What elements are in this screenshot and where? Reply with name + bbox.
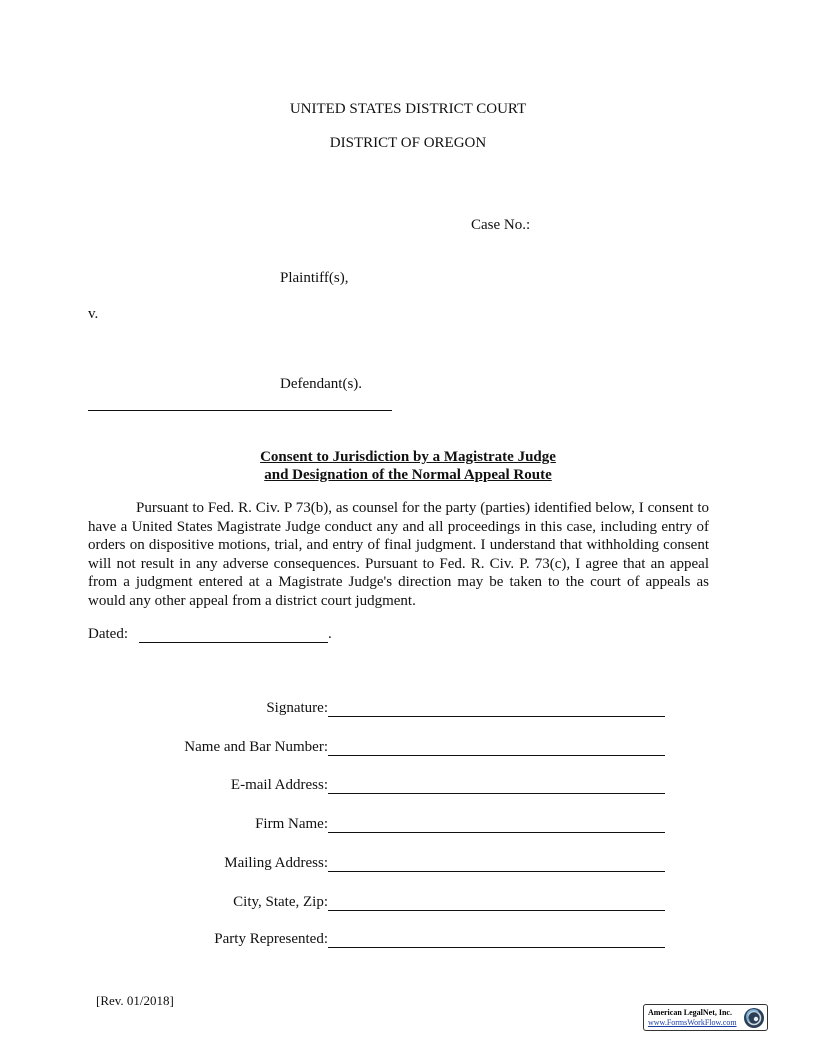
mailing-address-field[interactable] [328, 871, 665, 872]
name-bar-number-label: Name and Bar Number: [184, 739, 328, 755]
defendant-label: Defendant(s). [280, 376, 363, 392]
firm-name-label: Firm Name: [255, 816, 328, 832]
email-address-field[interactable] [328, 793, 665, 794]
globe-logo-icon [743, 1007, 765, 1029]
consent-paragraph [88, 499, 709, 610]
case-number-label: Case No.: [471, 217, 531, 233]
email-address-label: E-mail Address: [230, 777, 328, 793]
revision-label: [Rev. 01/2018] [96, 993, 174, 1008]
form-title-line1: Consent to Jurisdiction by a Magistrate Judge [260, 449, 556, 465]
form-title-line2: and Designation of the Normal Appeal Route [264, 467, 552, 483]
plaintiff-label: Plaintiff(s), [280, 270, 349, 286]
publisher-badge[interactable] [643, 1004, 768, 1031]
signature-field[interactable] [328, 716, 665, 717]
district-name: DISTRICT OF OREGON [329, 135, 487, 151]
versus-label: v. [88, 306, 99, 322]
signature-label: Signature: [266, 700, 328, 716]
city-state-zip-label: City, State, Zip: [233, 894, 328, 910]
dated-period: . [328, 626, 332, 642]
party-represented-label: Party Represented: [214, 931, 328, 947]
name-bar-number-field[interactable] [328, 755, 665, 756]
publisher-link[interactable]: www.FormsWorkFlow.com [648, 1018, 737, 1027]
publisher-name: American LegalNet, Inc. [648, 1008, 732, 1017]
city-state-zip-field[interactable] [328, 910, 665, 911]
court-name: UNITED STATES DISTRICT COURT [289, 101, 527, 117]
firm-name-field[interactable] [328, 832, 665, 833]
dated-field[interactable] [139, 642, 328, 643]
dated-label: Dated: [88, 626, 128, 642]
caption-divider [88, 410, 392, 411]
mailing-address-label: Mailing Address: [224, 855, 328, 871]
party-represented-field[interactable] [328, 947, 665, 948]
consent-text: Pursuant to Fed. R. Civ. P 73(b), as counsel for the party (parties) identified below, I consent to have a United States Magistrate Judge conduct any and all proceedings in this case, including entry of orders on dispositive motions, trial, and entry of final judgment. I understand that withholding consent will not result in any adverse consequences. Pursuant to Fed. R. Civ. P. 73(c), I agree that an appeal from a judgment entered at a Magistrate Judge's direction may be taken to the court of appeals as would any other appeal from a district court judgment. [88, 500, 709, 609]
